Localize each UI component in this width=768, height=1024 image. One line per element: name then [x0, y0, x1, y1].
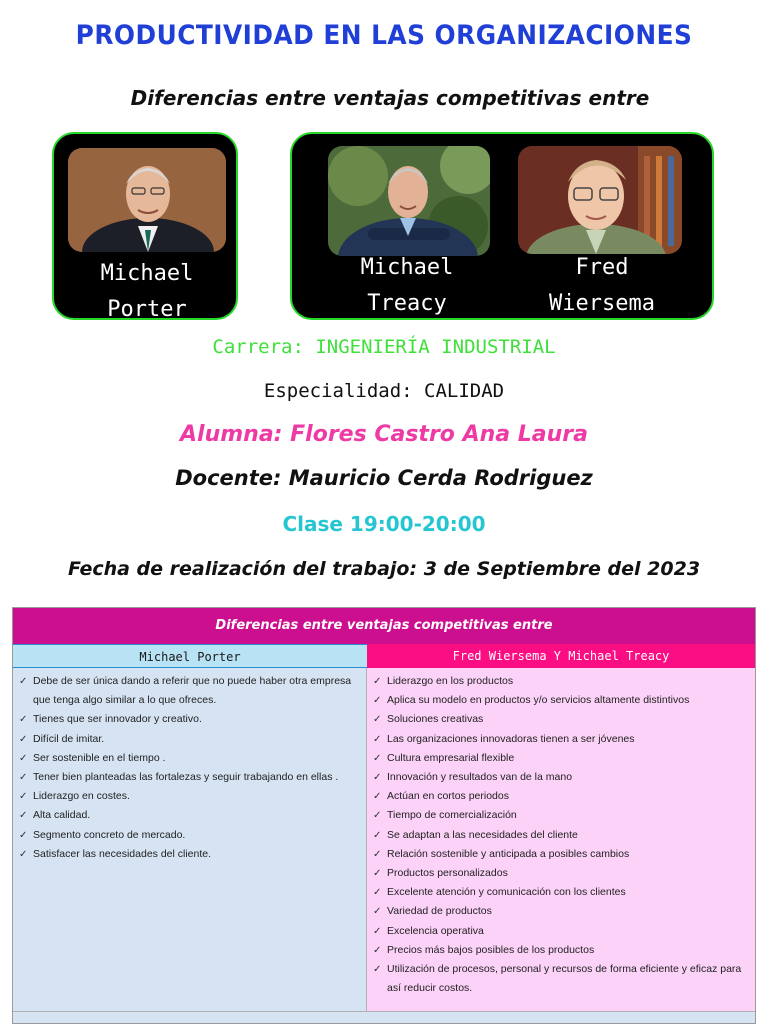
list-item-text: Tiempo de comercialización [387, 809, 517, 822]
fecha-text: Fecha de realización del trabajo: 3 de Septiembre del 2023 [67, 558, 701, 580]
list-item-text: Difícil de imitar. [33, 732, 105, 745]
checkmark-icon: ✓ [373, 791, 382, 803]
checkmark-icon: ✓ [373, 868, 382, 880]
list-item-text: Variedad de productos [387, 905, 492, 918]
checkmark-icon: ✓ [373, 695, 382, 707]
page-subtitle: Diferencias entre ventajas competitivas entre [130, 86, 650, 110]
list-item [373, 787, 751, 806]
author-card-porter [52, 132, 238, 320]
checkmark-icon: ✓ [19, 714, 28, 726]
checkmark-icon: ✓ [373, 887, 382, 899]
michael-treacy-photo [328, 146, 490, 256]
checkmark-icon: ✓ [373, 772, 382, 784]
checkmark-icon: ✓ [19, 829, 28, 841]
list-item [19, 749, 362, 768]
checkmark-icon: ✓ [373, 733, 382, 745]
checkmark-icon: ✓ [373, 714, 382, 726]
checkmark-icon: ✓ [373, 752, 382, 764]
list-item [373, 864, 751, 883]
list-item [373, 710, 751, 729]
column-porter [13, 668, 367, 1011]
list-item [373, 806, 751, 825]
list-item [373, 672, 751, 691]
alumna-text: Alumna: Flores Castro Ana Laura [180, 422, 588, 447]
list-item-text: Cultura empresarial flexible [387, 751, 515, 764]
list-item [373, 826, 751, 845]
checkmark-icon: ✓ [19, 848, 28, 860]
checkmark-icon: ✓ [373, 964, 382, 976]
list-item [373, 768, 751, 787]
list-item [373, 902, 751, 921]
list-item-text: Las organizaciones innovadoras tienen a ser jóvenes [387, 732, 635, 745]
table-footer-row [13, 1011, 755, 1023]
checkmark-icon: ✓ [373, 925, 382, 937]
list-item [19, 787, 362, 806]
comparison-table [12, 607, 756, 1024]
page-title: PRODUCTIVIDAD EN LAS ORGANIZACIONES [75, 20, 693, 51]
checkmark-icon: ✓ [19, 810, 28, 822]
column-header-wiersema-treacy: Fred Wiersema Y Michael Treacy [367, 644, 755, 668]
list-item [19, 672, 362, 710]
list-item [19, 730, 362, 749]
checkmark-icon: ✓ [373, 944, 382, 956]
list-item-text: Relación sostenible y anticipada a posibles cambios [387, 847, 630, 860]
checkmark-icon: ✓ [19, 772, 28, 784]
list-item [373, 691, 751, 710]
list-item-text: Alta calidad. [33, 809, 91, 822]
list-item-text: Actúan en cortos periodos [387, 790, 509, 803]
list-item [19, 710, 362, 729]
list-item [373, 749, 751, 768]
checkmark-icon: ✓ [373, 906, 382, 918]
checkmark-icon: ✓ [19, 752, 28, 764]
list-item-text: Utilización de procesos, personal y recursos de forma eficiente y eficaz para así reducir costos. [387, 963, 742, 995]
list-item-text: Excelente atención y comunicación con los clientes [387, 886, 626, 899]
checkmark-icon: ✓ [19, 676, 28, 687]
list-item-text: Satisfacer las necesidades del cliente. [33, 847, 212, 860]
especialidad-text: Especialidad: CALIDAD [263, 380, 505, 402]
list-item-text: Productos personalizados [387, 867, 508, 880]
author-name-treacy: Michael Treacy [360, 255, 454, 316]
michael-porter-photo [68, 148, 226, 252]
list-item [19, 826, 362, 845]
table-title: Diferencias entre ventajas competitivas entre [13, 608, 755, 644]
list-item-text: Tienes que ser innovador y creativo. [33, 713, 202, 726]
checkmark-icon: ✓ [19, 791, 28, 803]
list-item-text: Ser sostenible en el tiempo . [33, 751, 166, 764]
checkmark-icon: ✓ [373, 676, 382, 687]
docente-text: Docente: Mauricio Cerda Rodriguez [175, 466, 593, 490]
list-item-text: Excelencia operativa [387, 924, 484, 937]
list-item [19, 768, 362, 787]
list-item-text: Liderazgo en costes. [33, 790, 130, 803]
list-item-text: Se adaptan a las necesidades del cliente [387, 828, 578, 841]
list-item [373, 922, 751, 941]
list-item [373, 883, 751, 902]
checkmark-icon: ✓ [373, 848, 382, 860]
column-wiersema-treacy [367, 668, 755, 1011]
porter-list [19, 672, 362, 864]
list-item-text: Aplica su modelo en productos y/o servicios altamente distintivos [387, 694, 690, 707]
author-name-wiersema: Fred Wiersema [549, 255, 655, 316]
list-item [373, 730, 751, 749]
list-item [373, 845, 751, 864]
checkmark-icon: ✓ [373, 829, 382, 841]
fred-wiersema-photo [518, 146, 682, 254]
wiersema-treacy-list [373, 672, 751, 998]
list-item [19, 845, 362, 864]
clase-text: Clase 19:00-20:00 [282, 512, 486, 536]
author-name-porter: Michael Porter [100, 261, 194, 322]
list-item-text: Segmento concreto de mercado. [33, 828, 186, 841]
checkmark-icon: ✓ [19, 733, 28, 745]
checkmark-icon: ✓ [373, 810, 382, 822]
list-item [373, 960, 751, 998]
carrera-text: Carrera: INGENIERÍA INDUSTRIAL [212, 336, 556, 358]
list-item-text: Tener bien planteadas las fortalezas y seguir trabajando en ellas . [33, 771, 339, 784]
list-item [373, 941, 751, 960]
list-item [19, 806, 362, 825]
list-item-text: Soluciones creativas [387, 713, 484, 726]
list-item-text: Innovación y resultados van de la mano [387, 771, 573, 784]
list-item-text: Precios más bajos posibles de los productos [387, 943, 595, 956]
column-header-porter: Michael Porter [13, 644, 367, 668]
list-item-text: Liderazgo en los productos [387, 675, 514, 687]
author-card-treacy-wiersema [290, 132, 714, 320]
list-item-text: Debe de ser única dando a referir que no puede haber otra empresa que tenga algo similar a lo que ofreces. [33, 675, 352, 707]
